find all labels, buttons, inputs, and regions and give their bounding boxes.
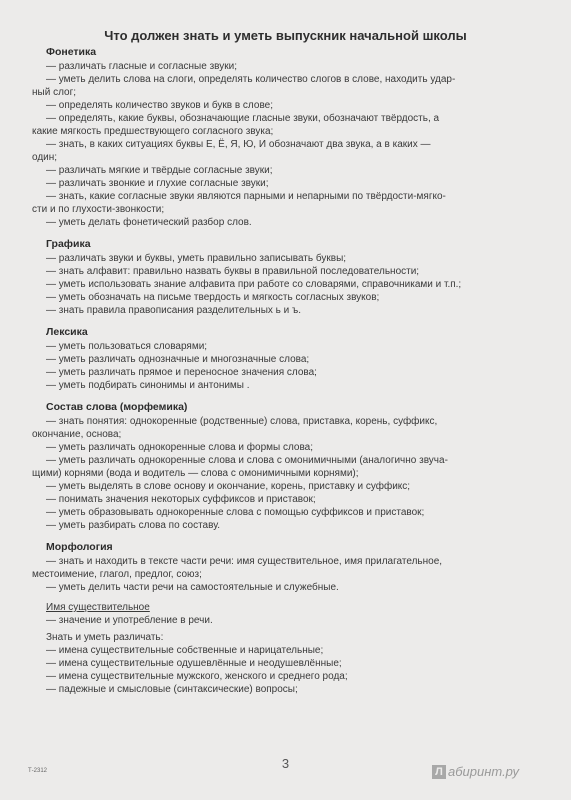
page-number: 3 <box>281 756 290 771</box>
text-line: — уметь различать однокоренные слова и слова с омонимичными (аналогично звуча- <box>46 455 448 466</box>
text-line: — определять, какие буквы, обозначающие гласные звуки, обозначают твёрдость, а <box>46 113 440 124</box>
text-line: — знать и находить в тексте части речи: имя существительное, имя прилагательное, <box>46 556 443 567</box>
text-line: — имена существительные мужского, женского и среднего рода; <box>46 671 348 682</box>
subsection-heading: Знать и уметь различать: <box>46 632 164 643</box>
text-line: — уметь выделять в слове основу и окончание, корень, приставку и суффикс; <box>46 481 411 492</box>
text-line: окончание, основа; <box>32 429 122 440</box>
text-line: — различать гласные и согласные звуки; <box>46 61 238 72</box>
section-heading: Графика <box>46 238 91 250</box>
section-heading: Состав слова (морфемика) <box>46 401 188 413</box>
text-line: — знать, какие согласные звуки являются парными и непарными по твёрдости-мягко- <box>46 191 446 202</box>
watermark-text: абиринт.ру <box>448 764 519 779</box>
text-line: — знать, в каких ситуациях буквы Е, Ё, Я, Ю, И обозначают два звука, а в каких — <box>46 139 431 150</box>
text-line: — различать мягкие и твёрдые согласные звуки; <box>46 165 273 176</box>
text-line: сти и по глухости-звонкости; <box>32 204 165 215</box>
text-line: — имена существительные собственные и нарицательные; <box>46 645 324 656</box>
text-line: — падежные и смысловые (синтаксические) вопросы; <box>46 684 298 695</box>
section-heading: Фонетика <box>46 46 97 58</box>
text-line: — знать понятия: однокоренные (родственные) слова, приставка, корень, суффикс, <box>46 416 438 427</box>
section-morphemics <box>32 401 546 532</box>
text-line: местоимение, глагол, предлог, союз; <box>32 569 202 580</box>
text-line: — уметь подбирать синонимы и антонимы . <box>46 380 250 391</box>
text-line: — уметь различать однокоренные слова и формы слова; <box>46 442 314 453</box>
section-phonetics <box>32 46 546 229</box>
text-line: — уметь различать однозначные и многозначные слова; <box>46 354 310 365</box>
text-line: — уметь различать прямое и переносное значения слова; <box>46 367 317 378</box>
text-line: — уметь образовывать однокоренные слова с помощью суффиксов и приставок; <box>46 507 425 518</box>
text-line: — знать алфавит: правильно назвать буквы в правильной последовательности; <box>46 266 420 277</box>
section-heading: Морфология <box>46 541 113 553</box>
text-line: — уметь разбирать слова по составу. <box>46 520 220 531</box>
text-line: — различать звонкие и глухие согласные звуки; <box>46 178 269 189</box>
text-line: — определять количество звуков и букв в слове; <box>46 100 273 111</box>
text-line: — уметь обозначать на письме твердость и мягкость согласных звуков; <box>46 292 380 303</box>
labirint-logo-icon: Л <box>432 765 446 779</box>
page-title: Что должен знать и уметь выпускник начальной школы <box>104 28 467 43</box>
watermark <box>432 764 519 779</box>
text-line: — уметь делить слова на слоги, определять количество слогов в слове, находить удар- <box>46 74 456 85</box>
section-graphics <box>32 238 546 317</box>
text-line: один; <box>32 152 58 163</box>
text-line: ный слог; <box>32 87 77 98</box>
content <box>32 46 546 705</box>
text-line: — значение и употребление в речи. <box>46 615 213 626</box>
text-line: — имена существительные одушевлённые и неодушевлённые; <box>46 658 342 669</box>
section-lexis <box>32 326 546 392</box>
text-line: — уметь делать фонетический разбор слов. <box>46 217 252 228</box>
subsection-heading: Имя существительное <box>46 602 150 613</box>
text-line: — знать правила правописания разделительных ь и ъ. <box>46 305 302 316</box>
section-morphology <box>32 541 546 696</box>
text-line: — уметь использовать знание алфавита при работе со словарями, справочниками и т.п.; <box>46 279 462 290</box>
text-line: — уметь делить части речи на самостоятельные и служебные. <box>46 582 339 593</box>
section-heading: Лексика <box>46 326 88 338</box>
text-line: — понимать значения некоторых суффиксов и приставок; <box>46 494 316 505</box>
text-line: — уметь пользоваться словарями; <box>46 341 208 352</box>
text-line: какие мягкость предшествующего согласного звука; <box>32 126 274 137</box>
text-line: — различать звуки и буквы, уметь правильно записывать буквы; <box>46 253 347 264</box>
footer-code: Т-2312 <box>28 768 48 774</box>
text-line: щими) корнями (вода и водитель — слова с омонимичными корнями); <box>32 468 359 479</box>
